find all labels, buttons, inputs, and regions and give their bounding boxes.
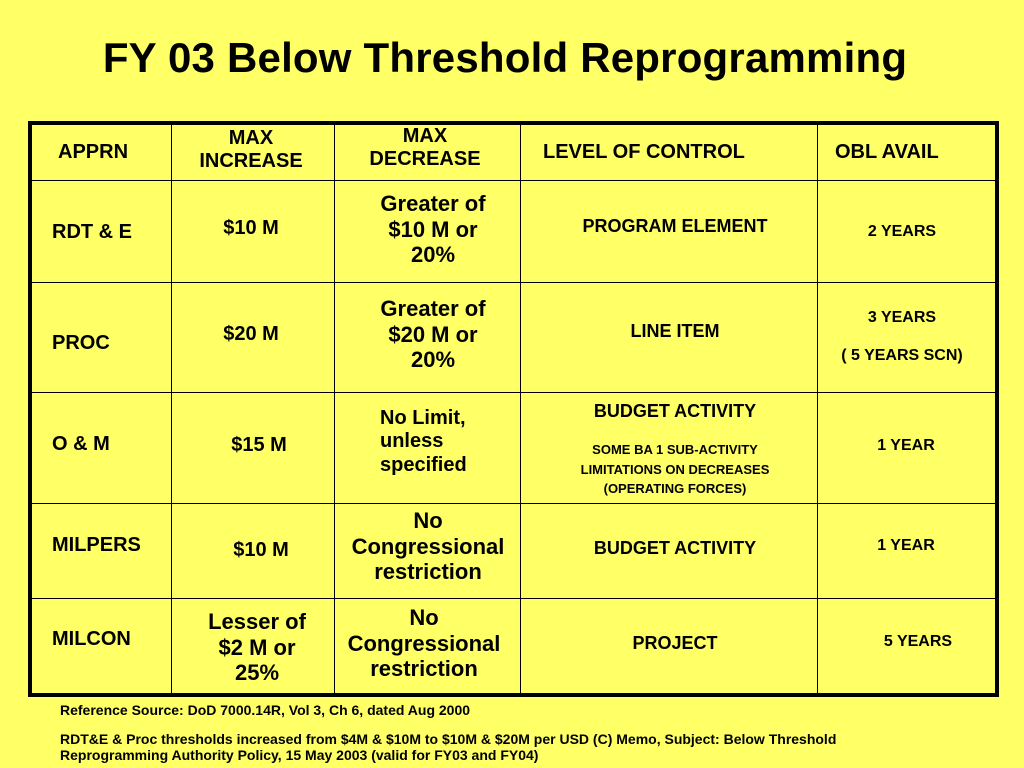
max-decrease-cell: No Congressional restriction	[347, 605, 501, 682]
column-divider	[171, 125, 172, 693]
level-of-control-cell: PROGRAM ELEMENT	[582, 216, 768, 236]
page-title: FY 03 Below Threshold Reprogramming	[102, 34, 908, 81]
obl-avail-cell: 1 YEAR	[877, 537, 935, 554]
max-increase-cell: $10 M	[223, 217, 279, 239]
apprn-cell: MILPERS	[52, 534, 141, 556]
level-of-control-cell: PROJECT	[632, 633, 718, 653]
max-increase-cell: $20 M	[223, 323, 279, 345]
obl-avail-cell: 5 YEARS	[883, 633, 953, 650]
header-level-of-control: LEVEL OF CONTROL	[543, 141, 745, 163]
level-of-control-cell: BUDGET ACTIVITY	[593, 401, 757, 421]
apprn-cell: RDT & E	[52, 221, 132, 243]
header-max-increase: MAX INCREASE	[199, 127, 303, 173]
max-decrease-cell: No Congressional restriction	[351, 508, 505, 585]
max-increase-cell: $10 M	[233, 539, 289, 561]
header-max-decrease: MAX DECREASE	[369, 125, 481, 171]
obl-avail-cell: 2 YEARS	[867, 223, 937, 240]
header-obl-avail: OBL AVAIL	[835, 141, 939, 163]
level-of-control-cell: BUDGET ACTIVITY	[593, 538, 757, 558]
max-decrease-cell: Greater of $10 M or 20%	[380, 191, 486, 268]
max-decrease-cell: No Limit, unless specified	[380, 407, 467, 476]
max-decrease-cell: Greater of $20 M or 20%	[380, 296, 486, 373]
level-of-control-note: SOME BA 1 SUB-ACTIVITY LIMITATIONS ON DECREASES (OPERATING FORCES)	[580, 442, 770, 496]
obl-avail-cell: 1 YEAR	[877, 437, 935, 454]
apprn-cell: O & M	[52, 433, 110, 455]
row-divider	[32, 180, 995, 181]
obl-avail-note: ( 5 YEARS SCN)	[841, 347, 963, 364]
max-increase-cell: $15 M	[231, 434, 287, 456]
max-increase-cell: Lesser of $2 M or 25%	[208, 609, 306, 686]
apprn-cell: PROC	[52, 332, 110, 354]
row-divider	[32, 503, 995, 504]
apprn-cell: MILCON	[52, 628, 131, 650]
reference-source: Reference Source: DoD 7000.14R, Vol 3, Ch 6, dated Aug 2000	[60, 702, 471, 718]
row-divider	[32, 282, 995, 283]
level-of-control-cell: LINE ITEM	[630, 321, 720, 341]
row-divider	[32, 598, 995, 599]
obl-avail-cell: 3 YEARS	[867, 309, 937, 326]
threshold-note: RDT&E & Proc thresholds increased from $4M & $10M to $10M & $20M per USD (C) Memo, Subject: Below Threshold Reprogramming Authority Policy, 15 May 2003 (valid for FY03 and FY04)	[60, 731, 837, 764]
row-divider	[32, 392, 995, 393]
header-apprn: APPRN	[58, 141, 129, 163]
